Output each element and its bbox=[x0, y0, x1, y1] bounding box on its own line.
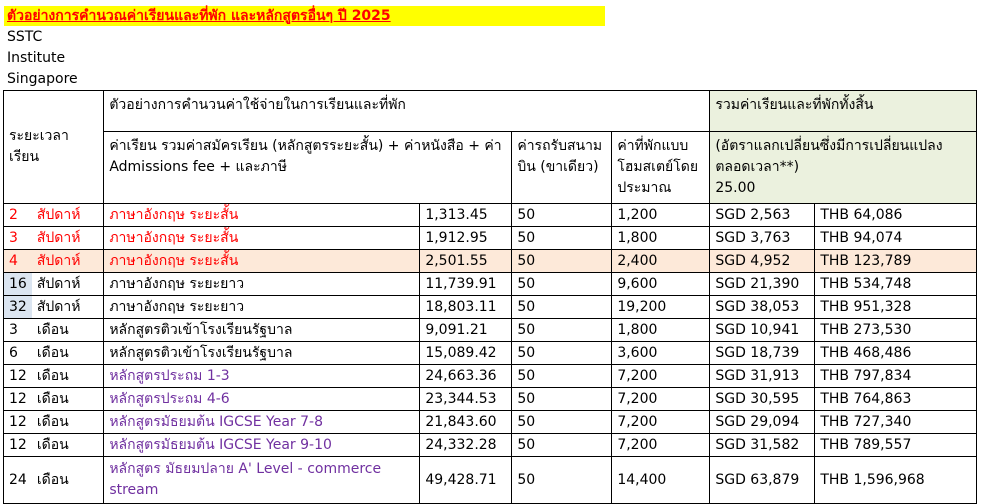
tuition-value: 21,843.60 bbox=[420, 411, 512, 434]
homestay-value: 9,600 bbox=[612, 273, 710, 296]
table-row bbox=[4, 434, 977, 457]
airport-value: 50 bbox=[512, 411, 612, 434]
sheet-title: ตัวอย่างการคำนวณค่าเรียนและที่พัก และหลักสูตรอื่นๆ ปี 2025 bbox=[4, 6, 605, 26]
duration-unit: สัปดาห์ bbox=[32, 227, 104, 250]
duration-number: 16 bbox=[4, 273, 32, 296]
school-line-2: Institute bbox=[7, 50, 66, 66]
tuition-value: 11,739.91 bbox=[420, 273, 512, 296]
course-name: หลักสูตรประถม 1-3 bbox=[104, 365, 420, 388]
duration-number: 32 bbox=[4, 296, 32, 319]
cost-table bbox=[3, 90, 977, 504]
course-name: ภาษาอังกฤษ ระยะสั้น bbox=[104, 250, 420, 273]
total-sgd: SGD 38,053 bbox=[710, 296, 815, 319]
airport-value: 50 bbox=[512, 296, 612, 319]
tuition-value: 24,332.28 bbox=[420, 434, 512, 457]
total-sgd: SGD 4,952 bbox=[710, 250, 815, 273]
table-row bbox=[4, 273, 977, 296]
course-name: ภาษาอังกฤษ ระยะสั้น bbox=[104, 204, 420, 227]
total-thb: THB 764,863 bbox=[815, 388, 977, 411]
airport-value: 50 bbox=[512, 273, 612, 296]
duration-unit: เดือน bbox=[32, 388, 104, 411]
duration-number: 12 bbox=[4, 411, 32, 434]
course-name: ภาษาอังกฤษ ระยะสั้น bbox=[104, 227, 420, 250]
total-thb: THB 468,486 bbox=[815, 342, 977, 365]
tuition-value: 2,501.55 bbox=[420, 250, 512, 273]
total-sgd: SGD 30,595 bbox=[710, 388, 815, 411]
duration-number: 6 bbox=[4, 342, 32, 365]
duration-number: 3 bbox=[4, 319, 32, 342]
group-header: ตัวอย่างการคำนวนค่าใช้จ่ายในการเรียนและที่พัก bbox=[104, 91, 710, 132]
rate-note: (อัตราแลกเปลี่ยนซึ่งมีการเปลี่ยนแปลงตลอดเวลา**) bbox=[715, 138, 943, 175]
homestay-value: 7,200 bbox=[612, 411, 710, 434]
duration-header: ระยะเวลาเรียน bbox=[4, 91, 104, 204]
table-row bbox=[4, 457, 977, 504]
total-sgd: SGD 29,094 bbox=[710, 411, 815, 434]
table-row bbox=[4, 388, 977, 411]
tuition-value: 18,803.11 bbox=[420, 296, 512, 319]
homestay-value: 3,600 bbox=[612, 342, 710, 365]
homestay-value: 1,200 bbox=[612, 204, 710, 227]
course-name: ภาษาอังกฤษ ระยะยาว bbox=[104, 273, 420, 296]
total-thb: THB 273,530 bbox=[815, 319, 977, 342]
tuition-value: 49,428.71 bbox=[420, 457, 512, 504]
course-name: หลักสูตรติวเข้าโรงเรียนรัฐบาล bbox=[104, 319, 420, 342]
duration-unit: สัปดาห์ bbox=[32, 204, 104, 227]
tuition-value: 15,089.42 bbox=[420, 342, 512, 365]
tuition-value: 24,663.36 bbox=[420, 365, 512, 388]
duration-number: 12 bbox=[4, 388, 32, 411]
airport-value: 50 bbox=[512, 342, 612, 365]
total-thb: THB 797,834 bbox=[815, 365, 977, 388]
homestay-value: 7,200 bbox=[612, 388, 710, 411]
duration-number: 4 bbox=[4, 250, 32, 273]
table-row bbox=[4, 365, 977, 388]
duration-unit: สัปดาห์ bbox=[32, 250, 104, 273]
total-sgd: SGD 31,913 bbox=[710, 365, 815, 388]
duration-unit: สัปดาห์ bbox=[32, 273, 104, 296]
total-thb: THB 727,340 bbox=[815, 411, 977, 434]
duration-unit: เดือน bbox=[32, 319, 104, 342]
homestay-value: 19,200 bbox=[612, 296, 710, 319]
tuition-value: 1,912.95 bbox=[420, 227, 512, 250]
course-name: หลักสูตรมัธยมต้น IGCSE Year 7-8 bbox=[104, 411, 420, 434]
school-line-3: Singapore bbox=[7, 71, 78, 87]
duration-number: 12 bbox=[4, 365, 32, 388]
airport-value: 50 bbox=[512, 204, 612, 227]
total-thb: THB 64,086 bbox=[815, 204, 977, 227]
course-name: หลักสูตรประถม 4-6 bbox=[104, 388, 420, 411]
duration-number: 3 bbox=[4, 227, 32, 250]
homestay-value: 7,200 bbox=[612, 434, 710, 457]
total-sgd: SGD 2,563 bbox=[710, 204, 815, 227]
total-header: รวมค่าเรียนและที่พักทั้งสิ้น bbox=[710, 91, 977, 132]
duration-number: 2 bbox=[4, 204, 32, 227]
duration-unit: เดือน bbox=[32, 365, 104, 388]
duration-unit: เดือน bbox=[32, 434, 104, 457]
duration-unit: เดือน bbox=[32, 342, 104, 365]
table-row bbox=[4, 342, 977, 365]
total-thb: THB 534,748 bbox=[815, 273, 977, 296]
airport-value: 50 bbox=[512, 365, 612, 388]
rate-value: 25.00 bbox=[715, 180, 756, 196]
duration-unit: เดือน bbox=[32, 411, 104, 434]
tuition-header: ค่าเรียน รวมค่าสมัครเรียน (หลักสูตรระยะสั้น) + ค่าหนังสือ + ค่า Admissions fee + และภาษี bbox=[104, 132, 512, 204]
total-thb: THB 951,328 bbox=[815, 296, 977, 319]
table-row bbox=[4, 296, 977, 319]
airport-value: 50 bbox=[512, 457, 612, 504]
table-row bbox=[4, 204, 977, 227]
homestay-value: 7,200 bbox=[612, 365, 710, 388]
table-row bbox=[4, 411, 977, 434]
total-sgd: SGD 21,390 bbox=[710, 273, 815, 296]
total-sgd: SGD 63,879 bbox=[710, 457, 815, 504]
course-name: หลักสูตร มัธยมปลาย A' Level - commerce stream bbox=[104, 457, 420, 504]
total-sgd: SGD 18,739 bbox=[710, 342, 815, 365]
duration-number: 24 bbox=[4, 457, 32, 504]
total-sgd: SGD 10,941 bbox=[710, 319, 815, 342]
duration-unit: สัปดาห์ bbox=[32, 296, 104, 319]
total-sgd: SGD 31,582 bbox=[710, 434, 815, 457]
tuition-value: 23,344.53 bbox=[420, 388, 512, 411]
table-row bbox=[4, 250, 977, 273]
airport-value: 50 bbox=[512, 388, 612, 411]
table-row bbox=[4, 319, 977, 342]
homestay-value: 2,400 bbox=[612, 250, 710, 273]
airport-value: 50 bbox=[512, 227, 612, 250]
total-thb: THB 1,596,968 bbox=[815, 457, 977, 504]
total-thb: THB 789,557 bbox=[815, 434, 977, 457]
airport-header: ค่ารถรับสนามบิน (ขาเดียว) bbox=[512, 132, 612, 204]
total-thb: THB 123,789 bbox=[815, 250, 977, 273]
airport-value: 50 bbox=[512, 250, 612, 273]
homestay-header: ค่าที่พักแบบโฮมสเตย์โดยประมาณ bbox=[612, 132, 710, 204]
rate-note-cell bbox=[710, 132, 977, 204]
duration-unit: เดือน bbox=[32, 457, 104, 504]
total-sgd: SGD 3,763 bbox=[710, 227, 815, 250]
airport-value: 50 bbox=[512, 319, 612, 342]
course-name: หลักสูตรติวเข้าโรงเรียนรัฐบาล bbox=[104, 342, 420, 365]
homestay-value: 14,400 bbox=[612, 457, 710, 504]
homestay-value: 1,800 bbox=[612, 319, 710, 342]
tuition-value: 9,091.21 bbox=[420, 319, 512, 342]
course-name: ภาษาอังกฤษ ระยะยาว bbox=[104, 296, 420, 319]
table-row bbox=[4, 227, 977, 250]
duration-number: 12 bbox=[4, 434, 32, 457]
homestay-value: 1,800 bbox=[612, 227, 710, 250]
school-line-1: SSTC bbox=[7, 29, 43, 45]
course-name: หลักสูตรมัธยมต้น IGCSE Year 9-10 bbox=[104, 434, 420, 457]
total-thb: THB 94,074 bbox=[815, 227, 977, 250]
airport-value: 50 bbox=[512, 434, 612, 457]
tuition-value: 1,313.45 bbox=[420, 204, 512, 227]
